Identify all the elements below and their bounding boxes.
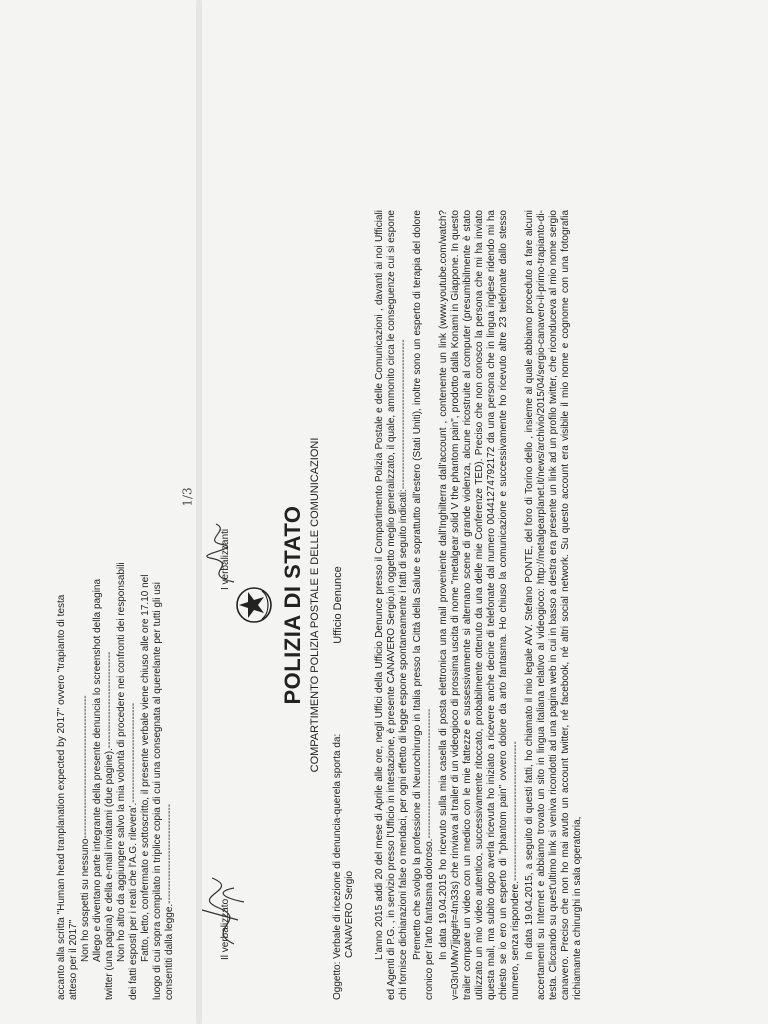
body-paragraph: Premetto che svolgo la professione di Neurochirurgo in Italia presso la Città della Salute e soprattutto all'estero (Stati Uniti), inoltre sono un esperto di terapia del dolore cronico per l'arto fantasma doloroso.--------------------------------------- — [412, 210, 435, 1000]
emblem-icon — [234, 585, 274, 625]
signature-label-verbalizzato: Il verbalizzato — [220, 898, 231, 960]
subject-line: Oggetto: Verbale di ricezione di denuncia-querela sporta da: — [332, 733, 343, 1000]
body-paragraph: L'anno 2015 addi 20 del mese di Aprile alle ore, negli Uffici della Ufficio Denunce presso il Compartimento Polizia Postale e delle Comunicazioni , davanti ai noi Ufficiali ed Agenti di P.G. , in servizio presso l'Ufficio in intestazione, è presente CANAVERO Sergio,in oggetto meglio generalizzato, il quale, ammonito circa le conseguenze cui si espone chi fornisce dichiarazioni false o mendaci, per ogni effetto di legge espone spontaneamente i fatti di seguito indicati:--------------------------------------------- — [374, 210, 409, 1000]
document-header — [234, 210, 344, 1000]
subject-name: CANAVERO Sergio — [344, 870, 355, 958]
left-line: Fatto, letto, confermato e sottoscritto, il presente verbale viene chiuso alle ore 17.10 nel — [140, 574, 151, 962]
office-name: Ufficio Denunce — [332, 566, 344, 644]
page-subtitle: COMPARTIMENTO POLIZIA POSTALE E DELLE COMUNICAZIONI — [309, 437, 321, 773]
page-title: POLIZIA DI STATO — [280, 505, 305, 705]
left-line: atteso per il 2017" — [68, 919, 79, 1000]
body-paragraph: In data 19.04.2015 ho ricevuto sulla mia casella di posta elettronica una mail proveniente dall'Inghilterra dall'account , contenente un link (www.youtube.com/watch?v=03nUMw7jjqg#t=4m33s) che rinviava al trailer di un videogioco di prossima uscita di nome "metalgear solid V the phantom pain", prodotto dalla Konami in Giappone. In questo trailer compare un video con un medico con le mie fattezze e sussessivamente si alternano scene di grande violenza, alcune ricostruite al computer (presumibilmente è stato utilizzato un mio video autentico, successivamente ritoccato, probabilmente ottenuto da una delle mie Conferenze TED). Preciso che non conosco la persona che mi ha inviato questa mail, ma subito dopo averla ricevuta ho iniziato a ricevere anche decine di telefonate dal numero 00441274792172 da una persona che in lingua inglese ridendo mi ha chiesto se io ero un esperto di "phantom pain" ovvero dolore da arto fantasma. Ho chiuso la comunicazione e successivamente ho ricevuto altre 23 telefonate dallo stesso numero, senza rispondere.------------------------------------------ — [438, 210, 521, 1000]
left-line: Non ho sospetti su nessuno------------------------------------------- — [80, 695, 91, 962]
left-line: dei fatti esposti per i reati che l'A.G. rilevera'.------------------------------ — [128, 702, 139, 1000]
page-mark: 1/3 — [180, 487, 195, 507]
left-line: luogo di cui sopra compilato in triplice copia di cui una consegnata al querelante per tutti gli usi — [152, 581, 163, 1000]
left-line: consentiti dalla legge.------------------------------ — [164, 803, 175, 1000]
body-paragraph: In data 19.04.2015, a seguito di questi fatti, ho chiamato il mio legale AVV. Stefano PONTE, del foro di Torino dello , insieme al quale abbiamo proceduto a fare alcuni accertamenti su Internet e abbiamo trovato un sito in lingua italiana relativo al videogioco: http://metalgearplanet.it/news/archivio/2015/04/sergio-canavero-il-primo-trapianto-di-testa. Cliccando su quest'ultimo link si veniva ricondotti ad una pagina web in cui in basso a destra era presente un link ad un profilo twitter, che riconduceva al mio nome sergio canavero. Preciso che non ho mai avuto un account twitter, né facebook, né altri social network. Su questo account era visibile il mio nome e cognome con una fotografia richiamante a chirurghi in sala operatoria, — [524, 210, 583, 1000]
subject-block — [332, 734, 356, 1000]
left-line: Allego e diventano parte integrante della presente denuncia lo screenshot della pagina — [92, 578, 103, 962]
left-page-text — [56, 562, 176, 1000]
signature-label-verbalizzanti: I verbalizzanti — [220, 528, 231, 590]
page-fold — [196, 0, 202, 1024]
left-line: Non ho altro da aggiungere salvo la mia volontà di procedere nei confronti dei responsabili — [116, 562, 127, 962]
left-line: accanto alla scritta "Human head tranplanation expected by 2017" ovvero "trapianto di testa — [56, 594, 67, 1000]
left-line: twitter (una pagina) e della e-mail inviatami (due pagine).----------------------------- — [104, 651, 115, 1000]
document-body — [374, 210, 586, 1000]
